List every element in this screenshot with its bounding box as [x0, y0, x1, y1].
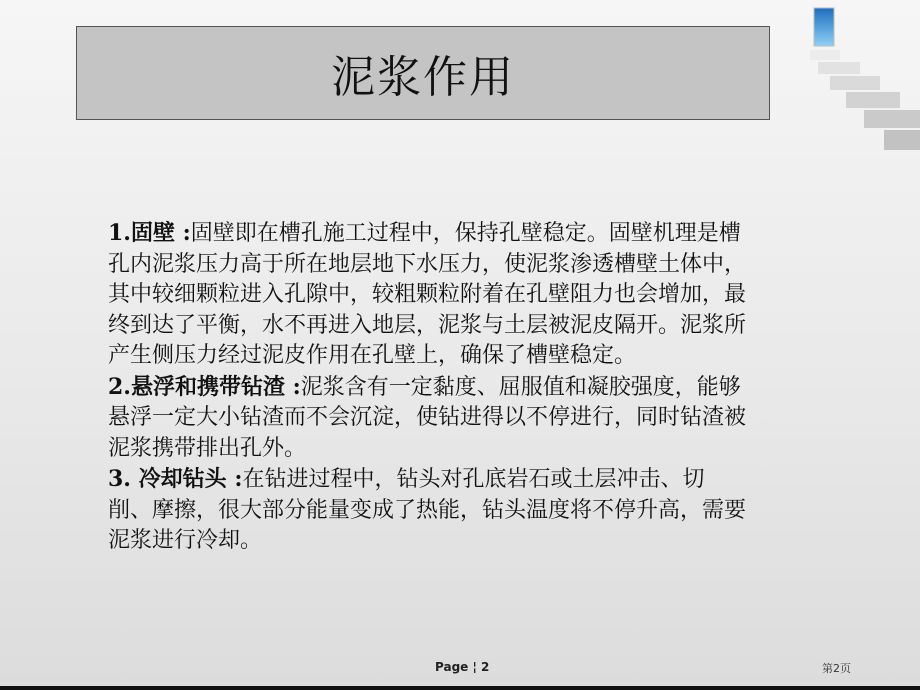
slide-title: 泥浆作用: [331, 52, 515, 103]
content-body: [108, 218, 748, 557]
item-text: 在钻进过程中，钻头对孔底岩石或土层冲击、切削、摩擦，很大部分能量变成了热能，钻头温度将不停升高，需要泥浆进行冷却。: [108, 467, 747, 553]
item-number: 3.: [108, 466, 139, 492]
footer-slide-number: 第2页: [822, 662, 851, 675]
item-term: 固壁: [130, 220, 175, 246]
staircase-decoration-icon: [800, 0, 920, 150]
item-number: 2.: [108, 373, 131, 400]
item-separator: :: [226, 466, 243, 492]
title-box: [76, 26, 770, 120]
item-term: 悬浮和携带钻渣: [130, 373, 285, 400]
item-text: 固壁即在槽孔施工过程中，保持孔壁稳定。固壁机理是槽孔内泥浆压力高于所在地层地下水压力，使泥浆渗透槽壁土体中，其中较细颗粒进入孔隙中，较粗颗粒附着在孔壁阻力也会增加，最终到达了平衡，水不再进入地层，泥浆与土层被泥皮隔开。泥浆所产生侧压力经过泥皮作用在孔壁上，确保了槽壁稳定。: [108, 221, 747, 368]
item-fixing-wall: [108, 218, 748, 372]
bottom-divider: [0, 686, 920, 690]
footer-page-number: Page ¦ 2: [435, 660, 490, 674]
item-suspending-cuttings: [108, 372, 748, 465]
item-separator: :: [284, 373, 301, 400]
item-text: 泥浆含有一定黏度、屈服值和凝胶强度，能够悬浮一定大小钻渣而不会沉淀，使钻进得以不停进行，同时钻渣被泥浆携带排出孔外。: [108, 374, 747, 461]
item-separator: :: [174, 220, 191, 246]
item-term: 冷却钻头: [138, 466, 227, 492]
item-number: 1.: [108, 220, 131, 246]
item-cooling-bit: [108, 464, 748, 557]
